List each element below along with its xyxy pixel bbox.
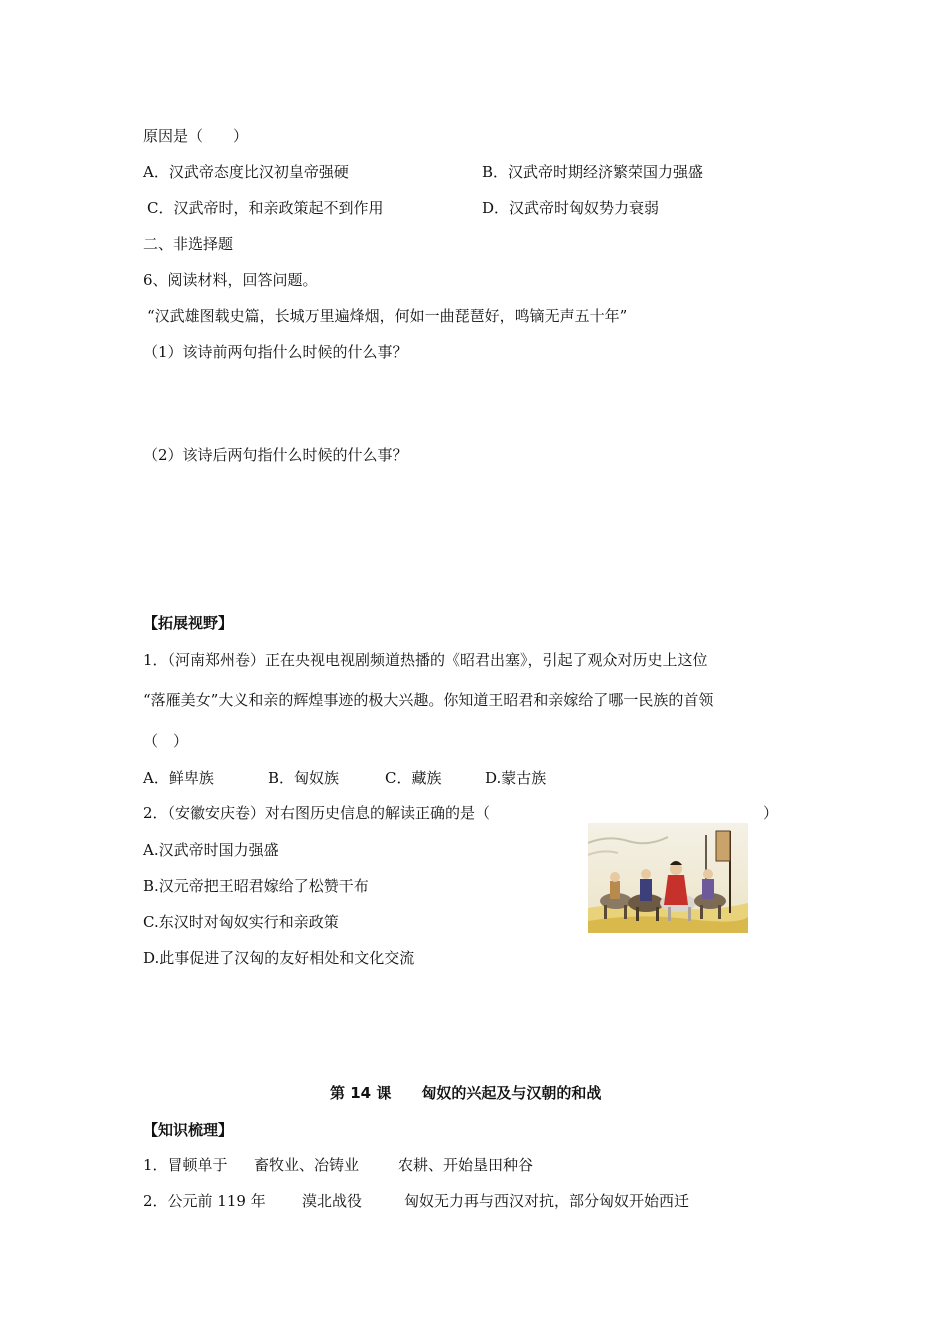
ext-q2-close-paren: ） — [763, 804, 779, 822]
knowledge-item-2-num: 2．公元前 119 年 — [143, 1192, 266, 1210]
ext-q2-option-d: D.此事促进了汉匈的友好相处和文化交流 — [143, 949, 415, 967]
q6-prompt: 6、阅读材料，回答问题。 — [143, 271, 318, 289]
zhaojun-departure-illustration — [588, 823, 748, 933]
q6-subquestion-2: （2）该诗后两句指什么时候的什么事？ — [143, 446, 408, 464]
q5-stem-tail: 原因是（ ） — [143, 127, 249, 145]
ext-q1-option-b: B．匈奴族 — [268, 769, 340, 787]
ext-q1-line3: （ ） — [143, 732, 189, 750]
q5-option-a: A．汉武帝态度比汉初皇帝强硬 — [143, 163, 349, 181]
ext-q1-line1: 1．（河南郑州卷）正在央视电视剧频道热播的《昭君出塞》，引起了观众对历史上这位 — [143, 651, 708, 669]
knowledge-heading: 【知识梳理】 — [143, 1121, 234, 1139]
q6-subquestion-1: （1）该诗前两句指什么时候的什么事？ — [143, 343, 408, 361]
knowledge-item-1-part3: 农耕、开始垦田种谷 — [398, 1156, 534, 1174]
ext-q1-line2: “落雁美女”大义和亲的辉煌事迹的极大兴趣。你知道王昭君和亲嫁给了哪一民族的首领 — [143, 691, 714, 709]
q5-option-b: B．汉武帝时期经济繁荣国力强盛 — [482, 163, 704, 181]
ext-q2-option-c: C.东汉时对匈奴实行和亲政策 — [143, 913, 339, 931]
ext-q1-option-a: A．鲜卑族 — [143, 769, 214, 787]
ext-q2-stem: 2．（安徽安庆卷）对右图历史信息的解读正确的是（ — [143, 804, 491, 822]
ext-q1-option-d: D.蒙古族 — [485, 769, 547, 787]
ext-q2-option-a: A.汉武帝时国力强盛 — [143, 841, 279, 859]
knowledge-item-1-part2: 畜牧业、冶铸业 — [254, 1156, 360, 1174]
knowledge-item-2-part2: 漠北战役 — [302, 1192, 363, 1210]
q5-option-d: D．汉武帝时匈奴势力衰弱 — [482, 199, 660, 217]
lesson-title: 第 14 课 匈奴的兴起及与汉朝的和战 — [330, 1084, 602, 1102]
knowledge-item-1-num: 1．冒顿单于 — [143, 1156, 228, 1174]
ext-q1-option-c: C．藏族 — [385, 769, 442, 787]
knowledge-item-2-part3: 匈奴无力再与西汉对抗，部分匈奴开始西迁 — [404, 1192, 690, 1210]
section-heading-nonchoice: 二、非选择题 — [143, 235, 234, 253]
extension-heading: 【拓展视野】 — [143, 614, 234, 632]
q6-poem: “汉武雄图载史篇，长城万里遍烽烟，何如一曲琵琶好，鸣镝无声五十年” — [147, 307, 628, 325]
ext-q2-option-b: B.汉元帝把王昭君嫁给了松赞干布 — [143, 877, 369, 895]
q5-option-c: C．汉武帝时，和亲政策起不到作用 — [147, 199, 384, 217]
